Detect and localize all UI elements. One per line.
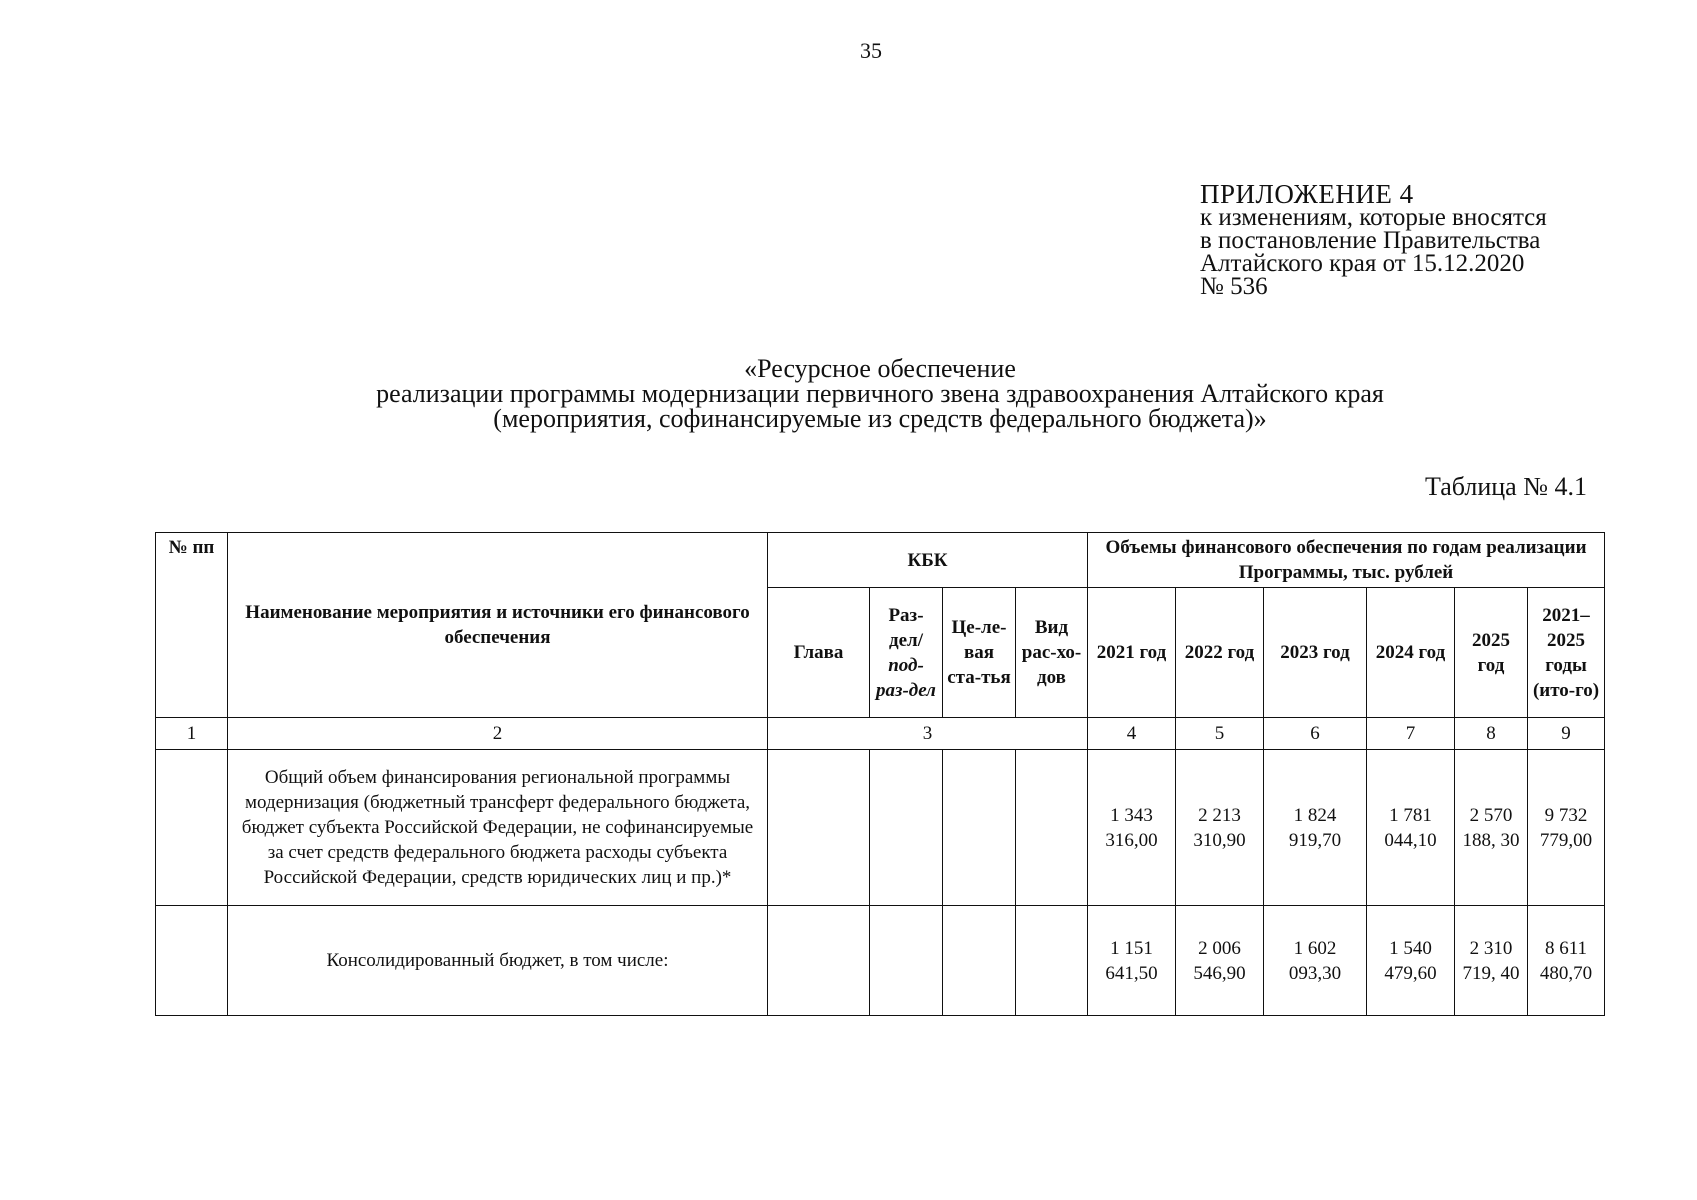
row-pp [156,906,228,1016]
numbering-cell: 1 [156,718,228,750]
header-2023: 2023 год [1264,588,1367,718]
table-row [156,906,1605,1016]
row-glava [768,750,870,906]
row-celevaya [943,906,1016,1016]
row-razdel [870,750,943,906]
page-number: 35 [860,38,882,63]
numbering-cell: 3 [768,718,1088,750]
numbering-cell: 5 [1176,718,1264,750]
header-2022: 2022 год [1176,588,1264,718]
header-vid: Вид рас-хо-дов [1016,588,1088,718]
table-number: Таблица № 4.1 [1425,472,1588,501]
row-value-2021: 1 343 316,00 [1088,750,1176,906]
row-name: Общий объем финансирования региональной программы модернизация (бюджетный трансферт федерального бюджета, бюджет субъекта Российской Федерации, не софинансируемые за счет средств федерального бюджета расходы субъекта Российской Федерации, средств юридических лиц и пр.)* [228,750,768,906]
numbering-cell: 8 [1455,718,1528,750]
row-celevaya [943,750,1016,906]
appendix-block [1200,179,1670,300]
row-value-2022: 2 213 310,90 [1176,750,1264,906]
row-value-2022: 2 006 546,90 [1176,906,1264,1016]
numbering-cell: 6 [1264,718,1367,750]
row-value-2021: 1 151 641,50 [1088,906,1176,1016]
row-glava [768,906,870,1016]
row-value-2025: 2 310 719, 40 [1455,906,1528,1016]
appendix-line: № 536 [1200,273,1268,300]
header-total: 2021– 2025 годы (ито-го) [1528,588,1605,718]
numbering-cell: 7 [1367,718,1455,750]
header-razdel-label: Раз-дел/ [888,604,924,651]
row-razdel [870,906,943,1016]
header-celevaya: Це-ле-вая ста-тья [943,588,1016,718]
table-row [156,750,1605,906]
title-line-3: (мероприятия, софинансируемые из средств федерального бюджета)» [493,404,1267,433]
row-value-2024: 1 540 479,60 [1367,906,1455,1016]
appendix-line: Алтайского края от 15.12.2020 [1200,250,1525,277]
appendix-line: к изменениям, которые вносятся [1200,204,1547,231]
numbering-cell: 4 [1088,718,1176,750]
header-volumes: Объемы финансового обеспечения по годам реализации Программы, тыс. рублей [1088,533,1605,588]
numbering-cell: 9 [1528,718,1605,750]
header-glava: Глава [768,588,870,718]
header-razdel [870,588,943,718]
appendix-heading: ПРИЛОЖЕНИЕ 4 [1200,179,1414,209]
row-value-2025: 2 570 188, 30 [1455,750,1528,906]
row-vid [1016,906,1088,1016]
header-pp: № пп [156,533,228,718]
header-podrazdel-label: под-раз-дел [876,654,936,701]
row-value-2023: 1 824 919,70 [1264,750,1367,906]
header-2024: 2024 год [1367,588,1455,718]
resource-table [155,532,1605,1016]
row-value-total: 8 611 480,70 [1528,906,1605,1016]
title-line-2: реализации программы модернизации первичного звена здравоохранения Алтайского края [376,379,1384,408]
row-name: Консолидированный бюджет, в том числе: [228,906,768,1016]
document-title [0,356,1697,431]
header-2025: 2025 год [1455,588,1528,718]
title-line-1: «Ресурсное обеспечение [744,354,1016,383]
row-value-2024: 1 781 044,10 [1367,750,1455,906]
numbering-cell: 2 [228,718,768,750]
appendix-line: в постановление Правительства [1200,227,1541,254]
row-value-2023: 1 602 093,30 [1264,906,1367,1016]
row-pp [156,750,228,906]
header-2021: 2021 год [1088,588,1176,718]
header-kbk: КБК [768,533,1088,588]
row-value-total: 9 732 779,00 [1528,750,1605,906]
row-vid [1016,750,1088,906]
header-name: Наименование мероприятия и источники его финансового обеспечения [228,533,768,718]
